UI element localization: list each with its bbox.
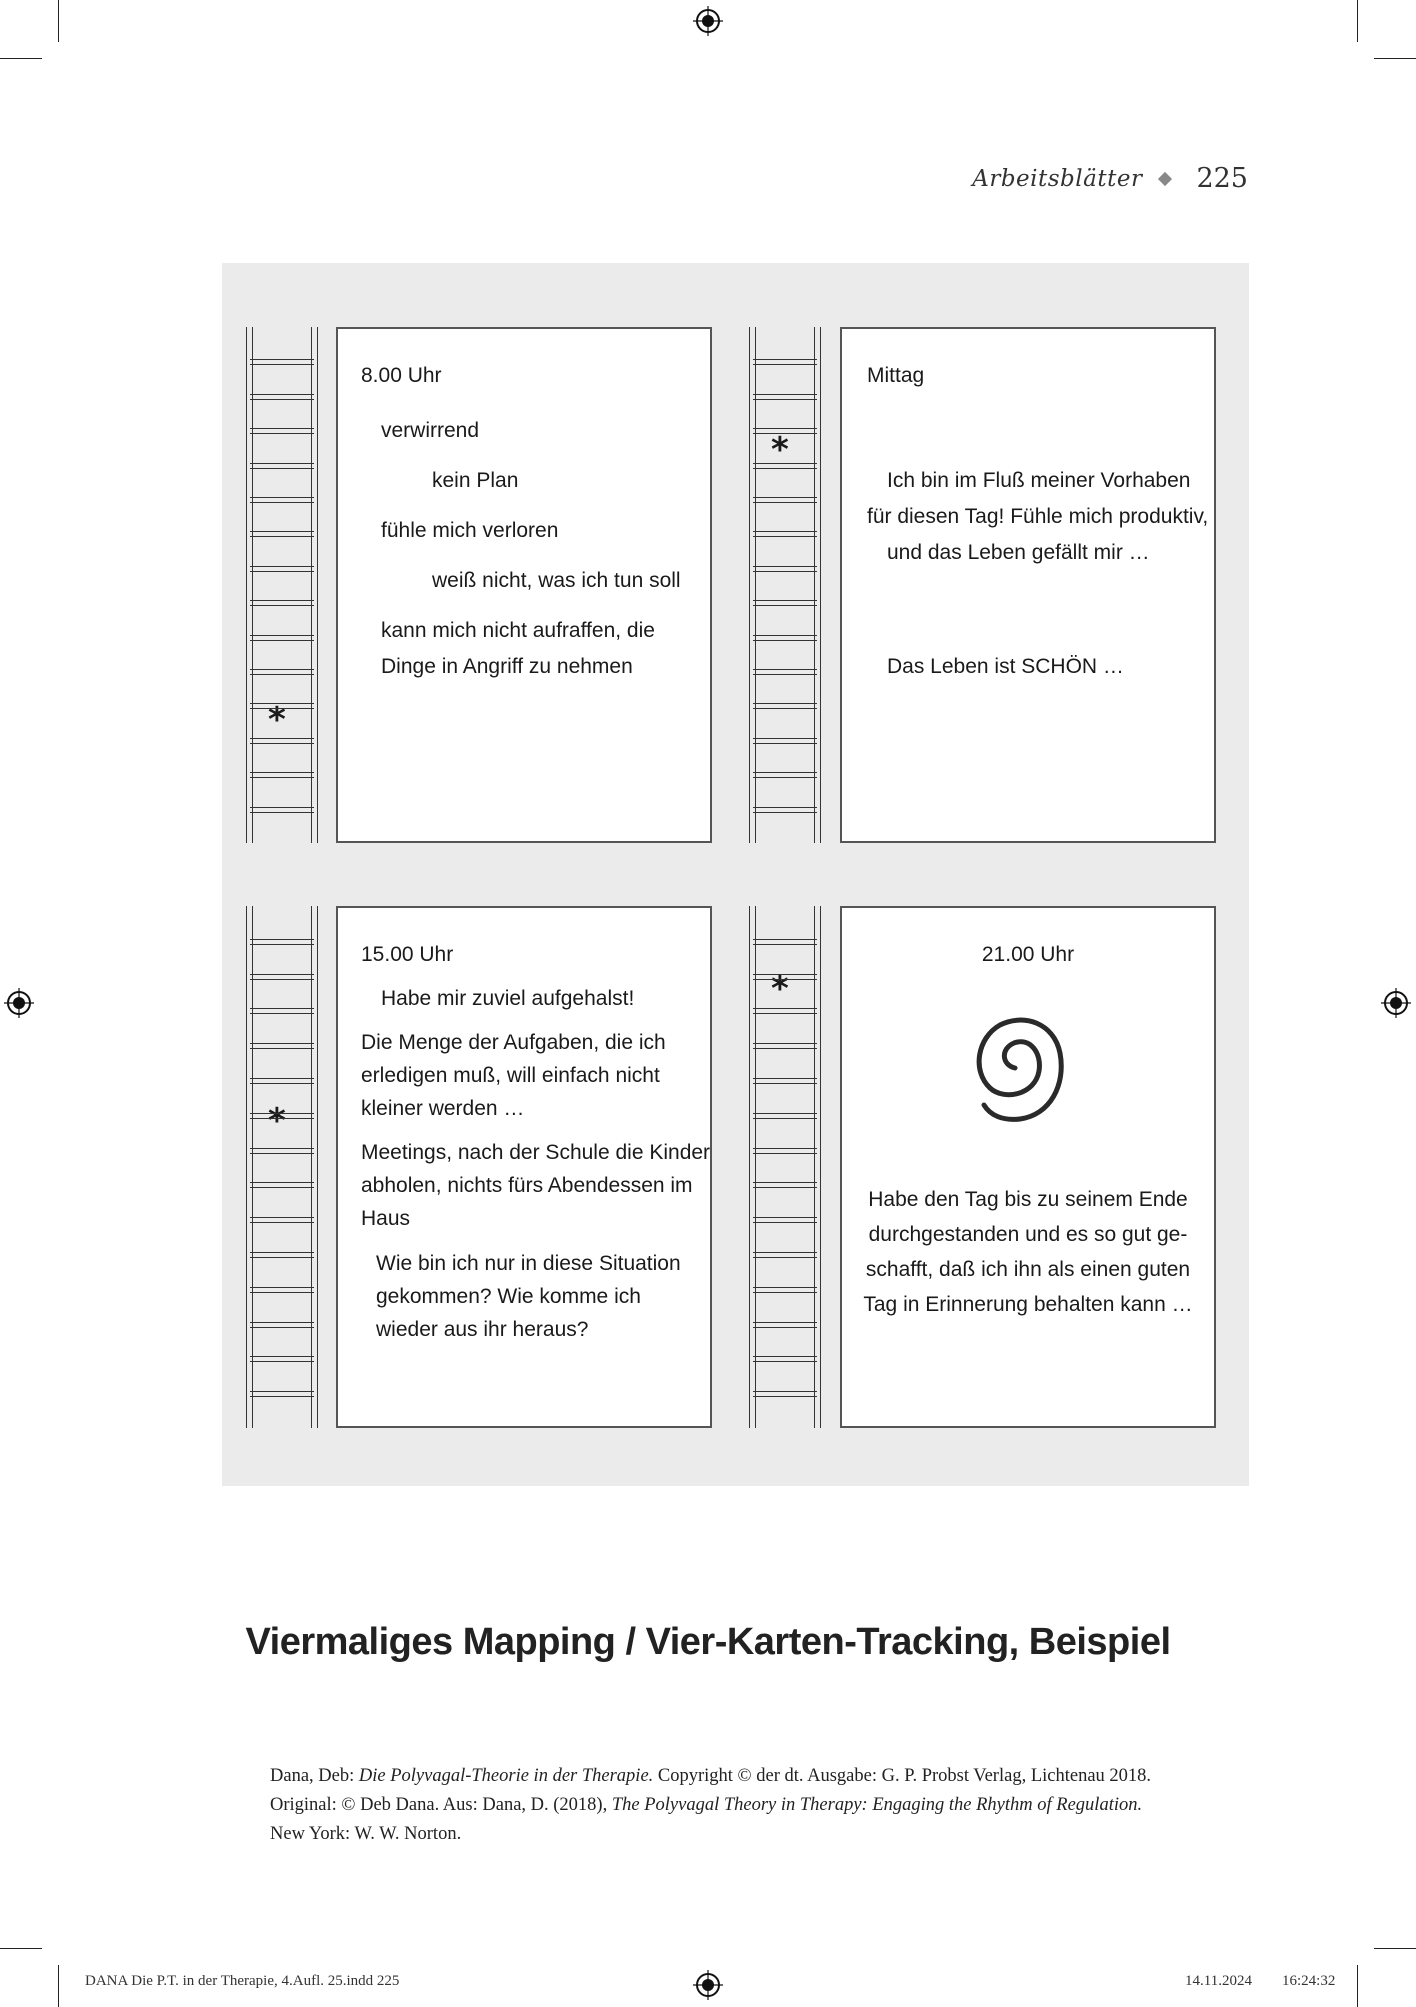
ladder-rung [753,1113,817,1119]
ladder-rail [814,327,821,843]
card-line: kann mich nicht aufraffen, die [381,619,655,642]
card-line: Haus [361,1207,411,1230]
ladder-rung [250,1182,314,1188]
credit-text: Dana, Deb: [270,1766,359,1786]
ladder-rung [250,1356,314,1362]
ladder-rung [753,939,817,945]
card-line: Dinge in Angriff zu nehmen [381,655,633,678]
ladder-rung [250,359,314,365]
figure-caption: Viermaliges Mapping / Vier-Karten-Tracking, Beispiel [245,1621,1171,1663]
card-line: Wie bin ich nur in diese Situation [376,1252,681,1275]
ladder-rung [250,1113,314,1119]
registration-mark-icon [4,988,34,1018]
card-line: durchgestanden und es so gut ge- [868,1223,1188,1246]
ladder-rung [753,600,817,606]
ladder-rung [250,566,314,572]
card-line: Habe den Tag bis zu seinem Ende [868,1188,1188,1211]
running-head [972,163,1248,194]
ladder-rung [250,1043,314,1049]
ladder-rung [250,531,314,537]
ladder-rung [250,669,314,675]
ladder-rung [753,703,817,709]
ladder [246,906,318,1428]
ladder-rung [753,635,817,641]
ladder-rung [753,1182,817,1188]
ladder-rung [753,738,817,744]
card-line: für diesen Tag! Fühle mich produktiv, [867,505,1209,528]
ladder-rung [753,1356,817,1362]
ladder-marker: * [771,969,789,1009]
footer-file: DANA Die P.T. in der Therapie, 4.Aufl. 25.indd 225 [85,1973,400,1989]
ladder-rung [753,807,817,813]
card-line: erledigen muß, will einfach nicht [361,1064,660,1087]
footer-date: 14.11.2024 [1185,1973,1252,1989]
crop-mark [58,0,59,42]
ladder-rung [250,1391,314,1397]
ladder-rung [250,463,314,469]
ladder-rung [250,1078,314,1084]
card-15-uhr [336,906,712,1428]
card-8-uhr [336,327,712,843]
ladder-rung [753,497,817,503]
ladder [749,327,821,843]
ladder-rung [753,1008,817,1014]
card-time: 8.00 Uhr [361,364,442,387]
copyright-credit [270,1762,1230,1849]
ladder-rung [250,394,314,400]
running-head-title: Arbeitsblätter [972,165,1143,192]
card-line: und das Leben gefällt mir … [887,541,1150,564]
credit-line [270,1762,1230,1791]
ladder-rung [753,428,817,434]
ladder-rung [250,1322,314,1328]
crop-mark [0,58,42,59]
ladder-rung [250,738,314,744]
ladder-rung [753,1252,817,1258]
crop-mark [58,1965,59,2007]
registration-mark-icon [1381,988,1411,1018]
ladder-rung [753,1217,817,1223]
card-line: weiß nicht, was ich tun soll [432,569,681,592]
spiral-icon [942,993,1092,1143]
card-line: wieder aus ihr heraus? [376,1318,589,1341]
card-line: schafft, daß ich ihn als einen guten [865,1258,1191,1281]
ladder-rail [246,906,253,1428]
ladder-rung [250,772,314,778]
credit-title: Die Polyvagal-Theorie in der Therapie. [358,1766,654,1786]
card-time: 21.00 Uhr [981,943,1075,966]
credit-text: Original: © Deb Dana. Aus: Dana, D. (2018), [270,1795,612,1815]
ladder-rung [250,939,314,945]
card-line: Ich bin im Fluß meiner Vorhaben [887,469,1191,492]
ladder-rail [311,906,318,1428]
ladder-rung [753,1148,817,1154]
card-line: Das Leben ist SCHÖN … [887,655,1124,678]
crop-mark [1374,58,1416,59]
page-number: 225 [1196,163,1248,194]
ladder-rail [311,327,318,843]
card-line: gekommen? Wie komme ich [376,1285,641,1308]
ladder-rung [753,394,817,400]
ladder-rung [250,974,314,980]
ladder-marker: * [771,430,789,470]
ladder-rung [753,359,817,365]
card-line: Meetings, nach der Schule die Kinder [361,1141,711,1164]
ladder-rung [753,1043,817,1049]
crop-mark [1357,1965,1358,2007]
ladder-rung [753,1287,817,1293]
ladder-rung [250,807,314,813]
ladder-rail [814,906,821,1428]
credit-line [270,1791,1230,1820]
card-line: Tag in Erinnerung behalten kann … [863,1293,1193,1316]
ladder-rung [250,428,314,434]
registration-mark-icon [693,6,723,36]
ladder-rung [753,1322,817,1328]
ladder-rung [753,974,817,980]
card-line: verwirrend [381,419,480,442]
ladder-rung [250,703,314,709]
ladder-rung [250,1252,314,1258]
ladder [749,906,821,1428]
crop-mark [0,1948,42,1949]
ladder-rung [753,772,817,778]
ladder-rung [250,1287,314,1293]
ladder-rung [250,635,314,641]
ladder-rung [753,531,817,537]
credit-text: Copyright © der dt. Ausgabe: G. P. Probst Verlag, Lichtenau 2018. [653,1766,1152,1786]
card-time: 15.00 Uhr [361,943,454,966]
card-line: Die Menge der Aufgaben, die ich [361,1031,666,1054]
card-line: abholen, nichts fürs Abendessen im [361,1174,693,1197]
ladder-rung [753,463,817,469]
card-line: Habe mir zuviel aufgehalst! [381,987,635,1010]
ladder-rung [250,1148,314,1154]
ladder-rung [250,497,314,503]
card-21-uhr [840,906,1216,1428]
ladder-rail [246,327,253,843]
card-line: fühle mich verloren [381,519,559,542]
ladder [246,327,318,843]
card-line: kleiner werden … [361,1097,525,1120]
card-time: Mittag [867,364,925,387]
diamond-icon [1158,171,1172,185]
ladder-rung [250,1008,314,1014]
crop-mark [1357,0,1358,42]
registration-mark-icon [693,1970,723,2000]
ladder-rung [753,669,817,675]
ladder-rung [753,1391,817,1397]
crop-mark [1374,1948,1416,1949]
card-line: kein Plan [432,469,519,492]
ladder-marker: * [268,1101,286,1141]
card-mittag [840,327,1216,843]
ladder-rung [753,566,817,572]
credit-title: The Polyvagal Theory in Therapy: Engaging the Rhythm of Regulation. [611,1795,1143,1815]
ladder-rung [250,1217,314,1223]
credit-line: New York: W. W. Norton. [270,1824,462,1844]
ladder-rail [749,327,756,843]
ladder-rail [749,906,756,1428]
ladder-rung [753,1078,817,1084]
ladder-marker: * [268,700,286,740]
footer-time: 16:24:32 [1282,1973,1336,1989]
worksheet-panel [222,263,1249,1486]
ladder-rung [250,600,314,606]
